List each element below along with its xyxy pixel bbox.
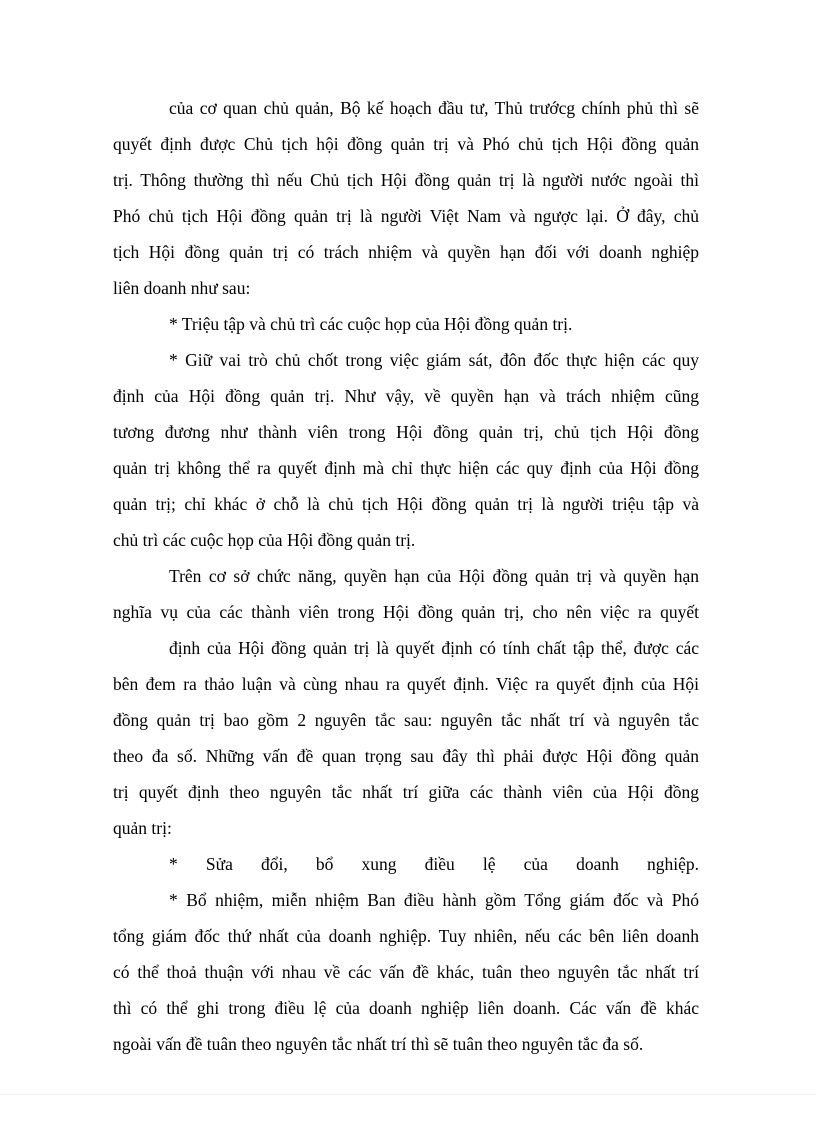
text-line: quản trị không thể ra quyết định mà chỉ thực hiện các quy định của Hội đồng	[113, 458, 699, 478]
text-line: có thể thoả thuận với nhau về các vấn đề khác, tuân theo nguyên tắc nhất trí	[113, 962, 699, 982]
text-line: tịch Hội đồng quản trị có trách nhiệm và quyền hạn đối với doanh nghiệp	[113, 242, 699, 262]
bullet-line: * Sửa đổi, bổ xung điều lệ của doanh nghiệp.	[169, 854, 699, 874]
text-line: liên doanh như sau:	[113, 278, 251, 298]
text-line: quản trị:	[113, 818, 172, 838]
text-line: đồng quản trị bao gồm 2 nguyên tắc sau: nguyên tắc nhất trí và nguyên tắc	[113, 710, 699, 730]
text-line: tổng giám đốc thứ nhất của doanh nghiệp. Tuy nhiên, nếu các bên liên doanh	[113, 926, 699, 946]
text-line: trị quyết định theo nguyên tắc nhất trí giữa các thành viên của Hội đồng	[113, 782, 699, 802]
text-line: Trên cơ sở chức năng, quyền hạn của Hội đồng quản trị và quyền hạn	[169, 566, 699, 586]
text-line: của cơ quan chủ quản, Bộ kế hoạch đầu tư, Thủ trướcg chính phủ thì sẽ	[169, 98, 699, 118]
text-line: Phó chủ tịch Hội đồng quản trị là người Việt Nam và ngược lại. Ở đây, chủ	[113, 206, 699, 226]
text-line: quyết định được Chủ tịch hội đồng quản trị và Phó chủ tịch Hội đồng quản	[113, 134, 699, 154]
text-line: chủ trì các cuộc họp của Hội đồng quản trị.	[113, 530, 416, 550]
text-line: nghĩa vụ của các thành viên trong Hội đồng quản trị, cho nên việc ra quyết	[113, 602, 699, 622]
text-line: trị. Thông thường thì nếu Chủ tịch Hội đồng quản trị là người nước ngoài thì	[113, 170, 699, 190]
text-line: tương đương như thành viên trong Hội đồng quản trị, chủ tịch Hội đồng	[113, 422, 699, 442]
text-line: ngoài vấn đề tuân theo nguyên tắc nhất trí thì sẽ tuân theo nguyên tắc đa số.	[113, 1034, 644, 1054]
page-bottom-rule	[0, 1094, 816, 1095]
text-line: quản trị; chỉ khác ở chỗ là chủ tịch Hội đồng quản trị là người triệu tập và	[113, 494, 699, 514]
bullet-line: * Triệu tập và chủ trì các cuộc họp của Hội đồng quản trị.	[169, 314, 573, 334]
bullet-line: * Giữ vai trò chủ chốt trong việc giám sát, đôn đốc thực hiện các quy	[169, 350, 699, 370]
text-line: định của Hội đồng quản trị. Như vậy, về quyền hạn và trách nhiệm cũng	[113, 386, 699, 406]
text-line: bên đem ra thảo luận và cùng nhau ra quyết định. Việc ra quyết định của Hội	[113, 674, 699, 694]
text-line: theo đa số. Những vấn đề quan trọng sau đây thì phải được Hội đồng quản	[113, 746, 699, 766]
text-line: định của Hội đồng quản trị là quyết định có tính chất tập thể, được các	[169, 638, 699, 658]
bullet-line: * Bổ nhiệm, miễn nhiệm Ban điều hành gồm Tổng giám đốc và Phó	[169, 890, 699, 910]
text-line: thì có thể ghi trong điều lệ của doanh nghiệp liên doanh. Các vấn đề khác	[113, 998, 699, 1018]
